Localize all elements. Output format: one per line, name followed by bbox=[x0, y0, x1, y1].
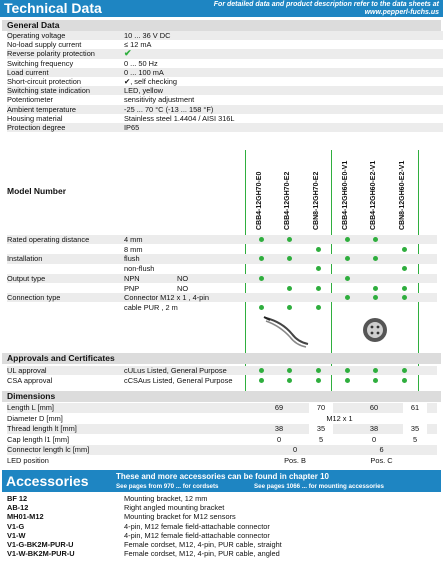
general-label: Short-circuit protection bbox=[7, 76, 81, 86]
availability-dot bbox=[345, 256, 350, 261]
general-value: LED, yellow bbox=[124, 86, 164, 96]
dimension-row: Cap length l1 [mm] 0 5 0 5 bbox=[7, 434, 418, 444]
availability-dot bbox=[259, 256, 264, 261]
approval-dot bbox=[402, 368, 407, 373]
general-row bbox=[7, 123, 443, 132]
approval-dot bbox=[316, 378, 321, 383]
dimensions-heading: Dimensions bbox=[2, 391, 441, 402]
general-row bbox=[7, 68, 443, 77]
model-row: Connection type Connector M12 x 1 , 4-pin bbox=[7, 293, 437, 302]
model-row: Output type NPN NO bbox=[7, 274, 437, 283]
dimension-row: Connector length lc [mm] 0 6 bbox=[7, 445, 437, 455]
model-row: non-flush bbox=[7, 264, 437, 273]
approval-dot bbox=[287, 368, 292, 373]
cable-image bbox=[262, 312, 312, 348]
availability-dot bbox=[373, 295, 378, 300]
dimension-row: Thread length lt [mm] 38 35 38 35 bbox=[7, 424, 437, 434]
general-value: 0 ... 100 mA bbox=[124, 67, 164, 77]
model-header: CBN8-12GH70-E2 bbox=[313, 171, 320, 230]
dimension-row: Diameter D [mm] M12 x 1 bbox=[7, 413, 353, 423]
mounting-note: See pages 1066 ... for mounting accessories bbox=[254, 483, 384, 490]
check-icon: ✔ bbox=[124, 48, 132, 59]
approval-row: UL approval cULus Listed, General Purpose bbox=[7, 366, 437, 375]
approval-dot bbox=[259, 368, 264, 373]
accessories-note: These and more accessories can be found in chapter 10 bbox=[116, 472, 329, 481]
general-row bbox=[7, 77, 443, 86]
general-data-heading: General Data bbox=[2, 20, 441, 31]
approval-dot bbox=[345, 378, 350, 383]
availability-dot bbox=[402, 247, 407, 252]
availability-dot bbox=[259, 237, 264, 242]
general-row bbox=[7, 49, 443, 58]
general-value: sensitivity adjustment bbox=[124, 95, 195, 105]
availability-dot bbox=[402, 286, 407, 291]
general-row bbox=[7, 31, 443, 40]
general-label: Switching state indication bbox=[7, 86, 90, 96]
general-value: ✔, self checking bbox=[124, 76, 178, 86]
general-value: 0 ... 50 Hz bbox=[124, 58, 158, 68]
availability-dot bbox=[259, 305, 264, 310]
availability-dot bbox=[316, 247, 321, 252]
general-label: Ambient temperature bbox=[7, 104, 77, 114]
model-row: cable PUR , 2 m bbox=[7, 303, 437, 312]
general-row bbox=[7, 95, 443, 104]
general-label: No-load supply current bbox=[7, 40, 82, 50]
availability-dot bbox=[345, 295, 350, 300]
general-label: Protection degree bbox=[7, 122, 66, 132]
general-value: ≤ 12 mA bbox=[124, 40, 152, 50]
approval-dot bbox=[287, 378, 292, 383]
availability-dot bbox=[287, 237, 292, 242]
dimension-row: Length L [mm] 69 70 60 61 bbox=[7, 403, 437, 413]
accessory-item: V1-G-BK2M-PUR-U Female cordset, M12, 4-pin, PUR cable, straight bbox=[7, 539, 282, 549]
model-header: CBB4-12GH60-E2-V1 bbox=[370, 160, 377, 230]
general-row bbox=[7, 40, 443, 49]
model-header: CBB4-12GH70-E2 bbox=[284, 171, 291, 230]
accessories-header bbox=[2, 470, 441, 492]
accessory-item: V1-W-BK2M-PUR-U Female cordset, M12, 4-pin, PUR cable, angled bbox=[7, 549, 280, 559]
availability-dot bbox=[316, 305, 321, 310]
general-label: Switching frequency bbox=[7, 58, 74, 68]
general-label: Operating voltage bbox=[7, 31, 66, 40]
approval-dot bbox=[316, 368, 321, 373]
approval-dot bbox=[259, 378, 264, 383]
accessories-list bbox=[7, 494, 437, 558]
approval-dot bbox=[373, 378, 378, 383]
availability-dot bbox=[316, 266, 321, 271]
general-label: Housing material bbox=[7, 113, 63, 123]
general-value: 10 ... 36 V DC bbox=[124, 31, 171, 40]
availability-dot bbox=[316, 286, 321, 291]
accessory-item: MH01-M12 Mounting bracket for M12 sensors bbox=[7, 512, 236, 522]
approval-dot bbox=[373, 368, 378, 373]
model-header: CBB4-12GH60-E0-V1 bbox=[342, 160, 349, 230]
availability-dot bbox=[287, 286, 292, 291]
connector-image bbox=[355, 312, 399, 348]
model-row: PNP NO bbox=[7, 284, 437, 293]
availability-dot bbox=[373, 286, 378, 291]
general-label: Load current bbox=[7, 67, 49, 77]
page-title: Technical Data bbox=[4, 0, 102, 16]
accessory-item: V1-W 4-pin, M12 female field-attachable connector bbox=[7, 530, 270, 540]
availability-dot bbox=[259, 276, 264, 281]
availability-dot bbox=[287, 305, 292, 310]
general-value: IP65 bbox=[124, 122, 140, 132]
availability-dot bbox=[373, 256, 378, 261]
model-header: CBB4-12GH70-E0 bbox=[256, 171, 263, 230]
general-row bbox=[7, 105, 443, 114]
general-row bbox=[7, 114, 443, 123]
general-row bbox=[7, 59, 443, 68]
general-value: -25 ... 70 °C (-13 ... 158 °F) bbox=[124, 104, 214, 114]
availability-dot bbox=[373, 237, 378, 242]
general-value: Stainless steel 1.4404 / AISI 316L bbox=[124, 113, 235, 123]
accessory-item: V1-G 4-pin, M12 female field-attachable connector bbox=[7, 521, 270, 531]
model-header: CBN8-12GH60-E2-V1 bbox=[399, 160, 406, 230]
accessory-item: BF 12 Mounting bracket, 12 mm bbox=[7, 494, 208, 503]
page-subtitle: For detailed data and product description refer to the data sheets at www.pepperl-fuchs.us bbox=[213, 1, 439, 16]
availability-dot bbox=[402, 295, 407, 300]
dimension-row: LED position Pos. B Pos. C bbox=[7, 455, 393, 465]
approval-dot bbox=[402, 378, 407, 383]
accessory-item: AB-12 Right angled mounting bracket bbox=[7, 503, 225, 513]
general-label: Reverse polarity protection bbox=[7, 49, 95, 59]
cordsets-note: See pages from 970 ... for cordsets bbox=[116, 483, 219, 490]
general-data-table bbox=[7, 31, 443, 132]
approval-dot bbox=[345, 368, 350, 373]
accessories-title: Accessories bbox=[6, 473, 89, 489]
model-number-heading: Model Number bbox=[7, 186, 67, 196]
general-label: Potentiometer bbox=[7, 95, 54, 105]
model-row: 8 mm bbox=[7, 245, 437, 254]
model-row: Rated operating distance 4 mm bbox=[7, 235, 437, 244]
approval-row: CSA approval cCSAus Listed, General Purpose bbox=[7, 375, 233, 385]
availability-dot bbox=[402, 266, 407, 271]
approvals-heading: Approvals and Certificates bbox=[2, 353, 441, 364]
model-row: Installation flush bbox=[7, 254, 437, 263]
availability-dot bbox=[345, 237, 350, 242]
availability-dot bbox=[287, 256, 292, 261]
availability-dot bbox=[345, 276, 350, 281]
general-row bbox=[7, 86, 443, 95]
page-header bbox=[0, 0, 443, 17]
